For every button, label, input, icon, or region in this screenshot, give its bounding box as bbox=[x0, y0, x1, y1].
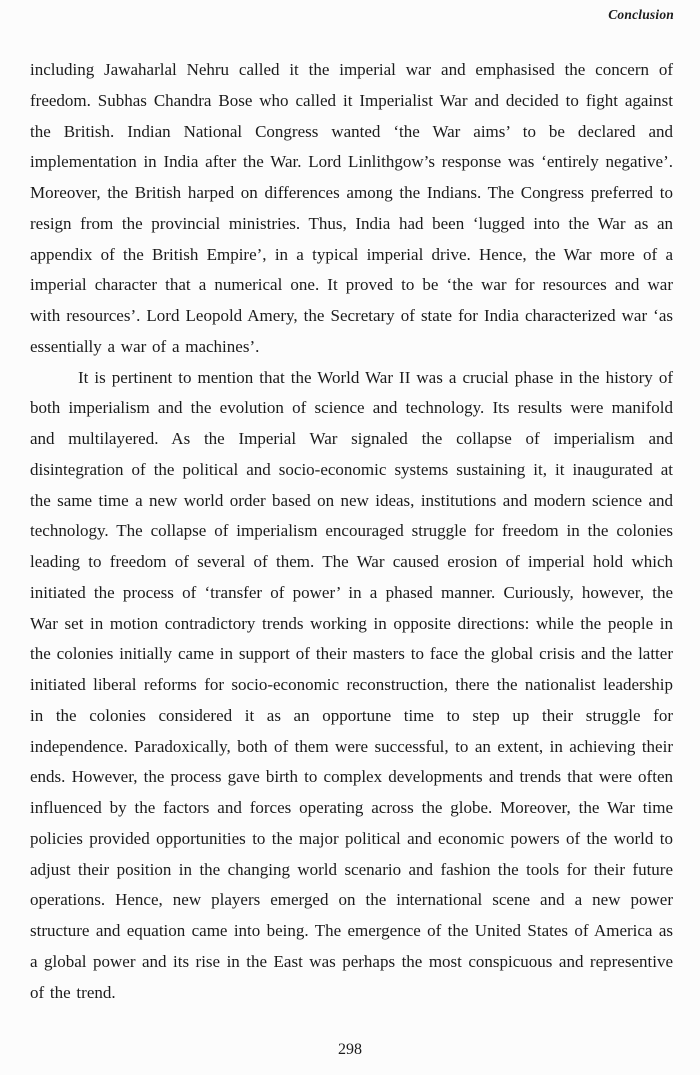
chapter-header-label: Conclusion bbox=[608, 7, 674, 22]
paragraph-2: It is pertinent to mention that the World War II was a crucial phase in the history of both imperialism and the evolution of science and technology. Its results were manifold and multilayered. As the Imperial War signaled the collapse of imperialism and disintegration of the political and socio-economic systems sustaining it, it inaugurated at the same time a new world order based on new ideas, institutions and modern science and technology. The collapse of imperialism encouraged struggle for freedom in the colonies leading to freedom of several of them. The War caused erosion of imperial hold which initiated the process of ‘transfer of power’ in a phased manner. Curiously, however, the War set in motion contradictory trends working in opposite directions: while the people in the colonies initially came in support of their masters to face the global crisis and the latter initiated liberal reforms for socio-economic reconstruction, there the nationalist leadership in the colonies considered it as an opportune time to step up their struggle for independence. Paradoxically, both of them were successful, to an extent, in achieving their ends. However, the process gave birth to complex developments and trends that were often influenced by the factors and forces operating across the globe. Moreover, the War time policies provided opportunities to the major political and economic powers of the world to adjust their position in the changing world scenario and fashion the tools for their future operations. Hence, new players emerged on the international scene and a new power structure and equation came into being. The emergence of the United States of America as a global power and its rise in the East was perhaps the most conspicuous and representive of the trend. bbox=[30, 367, 673, 1002]
page-number: 298 bbox=[338, 1041, 362, 1058]
page-footer bbox=[0, 1041, 700, 1059]
page-body bbox=[30, 55, 673, 1008]
paragraph-1: including Jawaharlal Nehru called it the imperial war and emphasised the concern of freedom. Subhas Chandra Bose who called it Imperialist War and decided to fight against the British. Indian National Congress wanted ‘the War aims’ to be declared and implementation in India after the War. Lord Linlithgow’s response was ‘entirely negative’. Moreover, the British harped on differences among the Indians. The Congress preferred to resign from the provincial ministries. Thus, India had been ‘lugged into the War as an appendix of the British Empire’, in a typical imperial drive. Hence, the War more of a imperial character that a numerical one. It proved to be ‘the war for resources and war with resources’. Lord Leopold Amery, the Secretary of state for India characterized war ‘as essentially a war of a machines’. bbox=[30, 60, 673, 356]
running-header bbox=[30, 7, 674, 23]
